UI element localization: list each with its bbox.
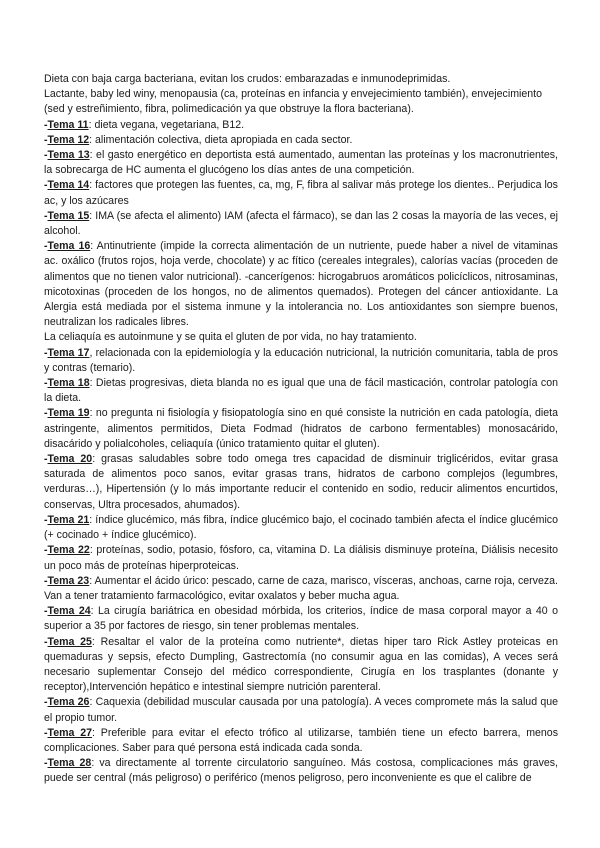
- tema-paragraph: [44, 133, 558, 148]
- tema-heading: Tema 27: [47, 726, 93, 739]
- text-paragraph: [44, 87, 558, 117]
- paragraph-text: : Antinutriente (impide la correcta alimentación de un nutriente, puede haber a nivel de vitaminas ac. oxálico (frutos rojos, hoja verde, chocolate) y ac fítico (cereales integrales), calorías vacías (proceden de alimentos que no tienen valor nutricional). -cancerígenos: hicrogabruos aromáticos policíclicos, nitrosaminas, micotoxinas (proceden de los hongos, no de alimentos quemados). Protegen del cáncer antioxidante. La Alergia está mediada por el sistema inmune y la intolerancia no. Los antioxidantes son siempre buenos, neutralizan los radicales libres.: [44, 240, 558, 329]
- tema-paragraph: [44, 148, 558, 178]
- tema-heading: Tema 21: [47, 513, 90, 526]
- tema-heading: Tema 13: [47, 149, 90, 162]
- paragraph-text: : Resaltar el valor de la proteína como nutriente*, dietas hiper taro Rick Astley proteicas en quemaduras y sepsis, efecto Dumpling, Gastrectomía (no consumir agua en las comidas), A veces será necesario suplementar Consejo del médico correspondiente, Cirugía en los trasplantes (donante y receptor),Intervención hepático e intestinal siempre nutrición parenteral.: [44, 635, 558, 694]
- bullet-dash: -: [44, 453, 48, 466]
- paragraph-text: : va directamente al torrente circulatorio sanguíneo. Más costosa, complicaciones más graves, puede ser central (más peligroso) o periférico (menos peligroso, pero inconveniente es que el calibre de: [44, 757, 558, 785]
- paragraph-text: : dieta vegana, vegetariana, B12.: [88, 118, 245, 131]
- tema-heading: Tema 23: [47, 574, 90, 587]
- tema-heading: Tema 14: [47, 179, 90, 192]
- tema-paragraph: [44, 209, 558, 239]
- bullet-dash: -: [44, 133, 48, 146]
- tema-paragraph: [44, 574, 558, 604]
- tema-heading: Tema 19: [47, 407, 90, 420]
- tema-paragraph: [44, 543, 558, 573]
- bullet-dash: -: [44, 696, 48, 709]
- document-body: [44, 72, 558, 787]
- paragraph-text: : Preferible para evitar el efecto trófico al utilizarse, también tiene un efecto barrera, menos complicaciones. Saber para qué persona está indicada cada sonda.: [44, 726, 558, 754]
- bullet-dash: -: [44, 726, 48, 739]
- text-paragraph: [44, 330, 558, 345]
- tema-heading: Tema 20: [47, 453, 93, 466]
- tema-heading: Tema 28: [47, 757, 92, 770]
- paragraph-text: : Aumentar el ácido úrico: pescado, carne de caza, marisco, vísceras, anchoas, carne roja, cerveza. Van a tener tratamiento farmacológico, evitar oxalatos y beber mucha agua.: [44, 574, 558, 602]
- bullet-dash: -: [44, 544, 48, 557]
- tema-paragraph: [44, 726, 558, 756]
- tema-heading: Tema 26: [47, 696, 90, 709]
- paragraph-text: : el gasto energético en deportista está aumentado, aumentan las proteínas y los macronutrientes, la sobrecarga de HC aumenta el glucógeno los días antes de una competición.: [44, 149, 558, 177]
- tema-paragraph: [44, 452, 558, 513]
- paragraph-text: Dieta con baja carga bacteriana, evitan los crudos: embarazadas e inmunodeprimidas.: [44, 73, 451, 85]
- paragraph-text: : La cirugía bariátrica en obesidad mórbida, los criterios, índice de masa corporal mayor a 40 o superior a 35 por factores de riesgo, sin tener problemas mentales.: [44, 605, 558, 633]
- bullet-dash: -: [44, 209, 48, 222]
- tema-heading: Tema 17: [47, 346, 90, 359]
- paragraph-text: : IMA (se afecta el alimento) IAM (afecta el fármaco), se dan las 2 cosas la mayoría de las veces, ej alcohol.: [44, 209, 558, 238]
- paragraph-text: : Caquexia (debilidad muscular causada por una patología). A veces compromete más la salud que el propio tumor.: [44, 696, 558, 724]
- tema-heading: Tema 15: [47, 209, 90, 222]
- tema-paragraph: [44, 239, 558, 330]
- tema-paragraph: [44, 406, 558, 452]
- tema-heading: Tema 12: [47, 133, 90, 146]
- paragraph-text: : proteínas, sodio, potasio, fósforo, ca, vitamina D. La diálisis disminuye proteína, Diálisis necesito un poco más de proteínas hiperproteicas.: [44, 544, 558, 572]
- paragraph-text: La celiaquía es autoinmune y se quita el gluten de por vida, no hay tratamiento.: [44, 331, 417, 344]
- paragraph-text: : no pregunta ni fisiología y fisiopatología sino en qué consiste la nutrición en cada patología, dieta astringente, alimentos permitidos, Dieta Fodmad (hidratos de carbono fermentables) monosacárido, disacárido y polialcoholes, celiaquía (único tratamiento quitar el gluten).: [44, 407, 558, 450]
- tema-heading: Tema 18: [47, 377, 90, 390]
- bullet-dash: -: [44, 757, 48, 770]
- tema-paragraph: [44, 635, 558, 696]
- tema-paragraph: [44, 376, 558, 406]
- tema-paragraph: [44, 178, 558, 208]
- paragraph-text: : índice glucémico, más fibra, índice glucémico bajo, el cocinado también afecta el índice glucémico (+ cocinado + índice glucémico).: [44, 513, 558, 542]
- bullet-dash: -: [44, 513, 48, 526]
- bullet-dash: -: [44, 605, 48, 618]
- bullet-dash: -: [44, 377, 48, 390]
- tema-heading: Tema 25: [47, 635, 92, 648]
- tema-paragraph: [44, 513, 558, 543]
- tema-heading: Tema 16: [47, 240, 91, 253]
- tema-heading: Tema 22: [47, 544, 90, 557]
- tema-heading: Tema 11: [47, 118, 89, 131]
- paragraph-text: : grasas saludables sobre todo omega tres capacidad de disminuir triglicéridos, evitar grasa saturada de alimentos poco sanos, evitar grasas trans, hidratos de carbono complejos (legumbres, verduras…), Hipertensión (y lo más importante reducir el contenido en sodio, reducir alimentos encurtidos, conservas, Ultra procesados, ahumados).: [44, 453, 558, 511]
- bullet-dash: -: [44, 149, 48, 162]
- tema-paragraph: [44, 604, 558, 634]
- tema-paragraph: [44, 756, 558, 786]
- bullet-dash: -: [44, 118, 48, 131]
- bullet-dash: -: [44, 179, 48, 192]
- paragraph-text: : Dietas progresivas, dieta blanda no es igual que una de fácil masticación, controlar patología con la dieta.: [44, 377, 558, 405]
- tema-paragraph: [44, 346, 558, 376]
- paragraph-text: , relacionada con la epidemiología y la educación nutricional, la nutrición comunitaria, tabla de pros y contras (temario).: [44, 346, 558, 374]
- bullet-dash: -: [44, 635, 48, 648]
- paragraph-text: Lactante, baby led winy, menopausia (ca, proteínas en infancia y envejecimiento también), envejecimiento (sed y estreñimiento, fibra, polimedicación ya que obstruye la flora bacteriana).: [44, 88, 542, 116]
- tema-paragraph: [44, 695, 558, 725]
- text-paragraph: [44, 72, 558, 87]
- bullet-dash: -: [44, 407, 48, 420]
- paragraph-text: : factores que protegen las fuentes, ca, mg, F, fibra al salivar más protege los dientes.. Perjudica los ac, y los azúcares: [44, 179, 558, 207]
- paragraph-text: : alimentación colectiva, dieta apropiada en cada sector.: [89, 133, 353, 146]
- bullet-dash: -: [44, 240, 48, 253]
- tema-paragraph: [44, 118, 558, 133]
- bullet-dash: -: [44, 574, 48, 587]
- bullet-dash: -: [44, 346, 48, 359]
- tema-heading: Tema 24: [47, 605, 91, 618]
